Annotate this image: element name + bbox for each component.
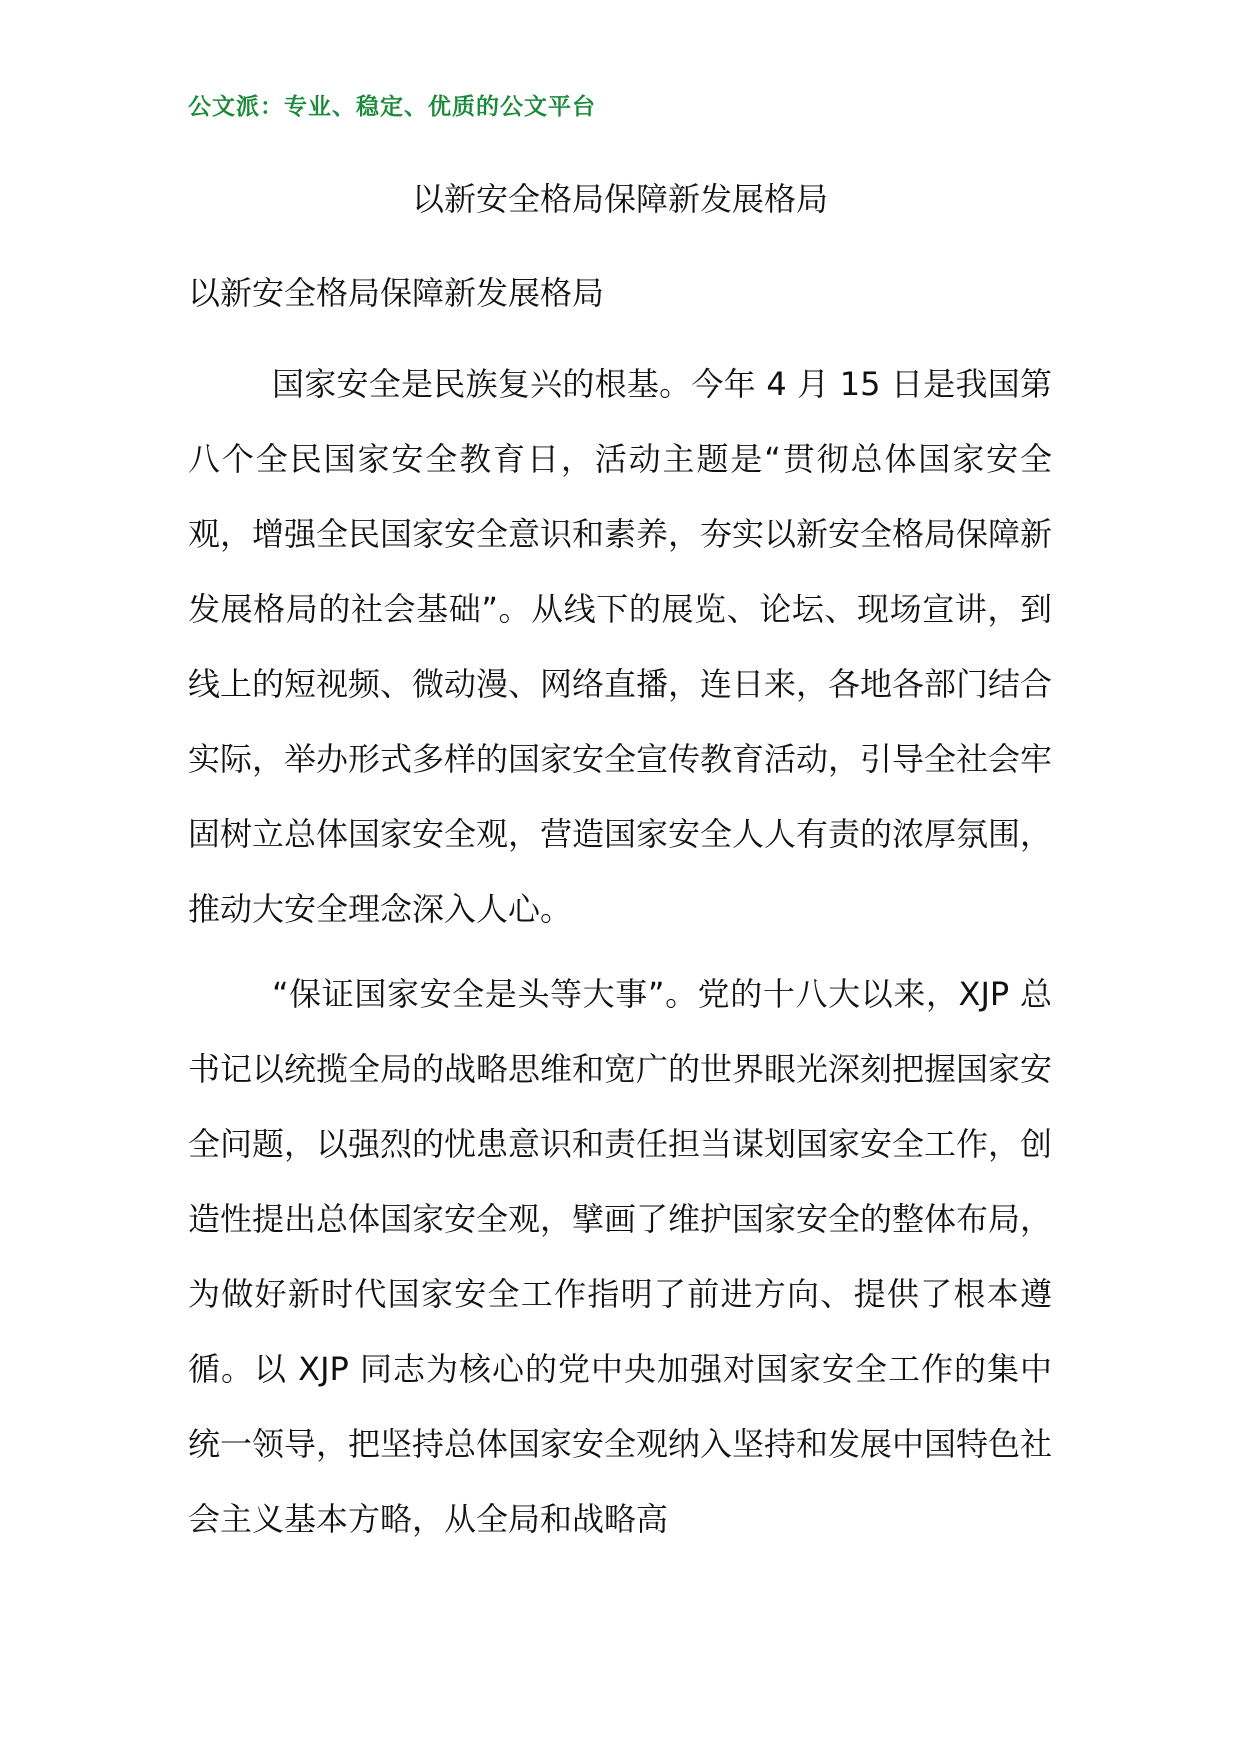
document-title: 以新安全格局保障新发展格局 bbox=[411, 180, 828, 218]
body-paragraph: “保证国家安全是头等大事”。党的十八大以来，XJP 总书记以统揽全局的战略思维和宽广的世界眼光深刻把握国家安全问题，以强烈的忧患意识和责任担当谋划国家安全工作，创造性提出总体国家安全观，擘画了维护国家安全的整体布局，为做好新时代国家安全工作指明了前进方向、提供了根本遵循。以 XJP 同志为核心的党中央加强对国家安全工作的集中统一领导，把坚持总体国家安全观纳入坚持和发展中国特色社会主义基本方略，从全局和战略高 bbox=[188, 975, 1053, 1538]
header-brand-text: 公文派：专业、稳定、优质的公文平台 bbox=[188, 93, 596, 120]
document-subtitle: 以新安全格局保障新发展格局 bbox=[188, 274, 605, 312]
body-paragraph: 国家安全是民族复兴的根基。今年 4 月 15 日是我国第八个全民国家安全教育日，活动主题是“贯彻总体国家安全观，增强全民国家安全意识和素养，夯实以新安全格局保障新发展格局的社会基础”。从线下的展览、论坛、现场宣讲，到线上的短视频、微动漫、网络直播，连日来，各地各部门结合实际，举办形式多样的国家安全宣传教育活动，引导全社会牢固树立总体国家安全观，营造国家安全人人有责的浓厚氛围，推动大安全理念深入人心。 bbox=[188, 365, 1053, 928]
